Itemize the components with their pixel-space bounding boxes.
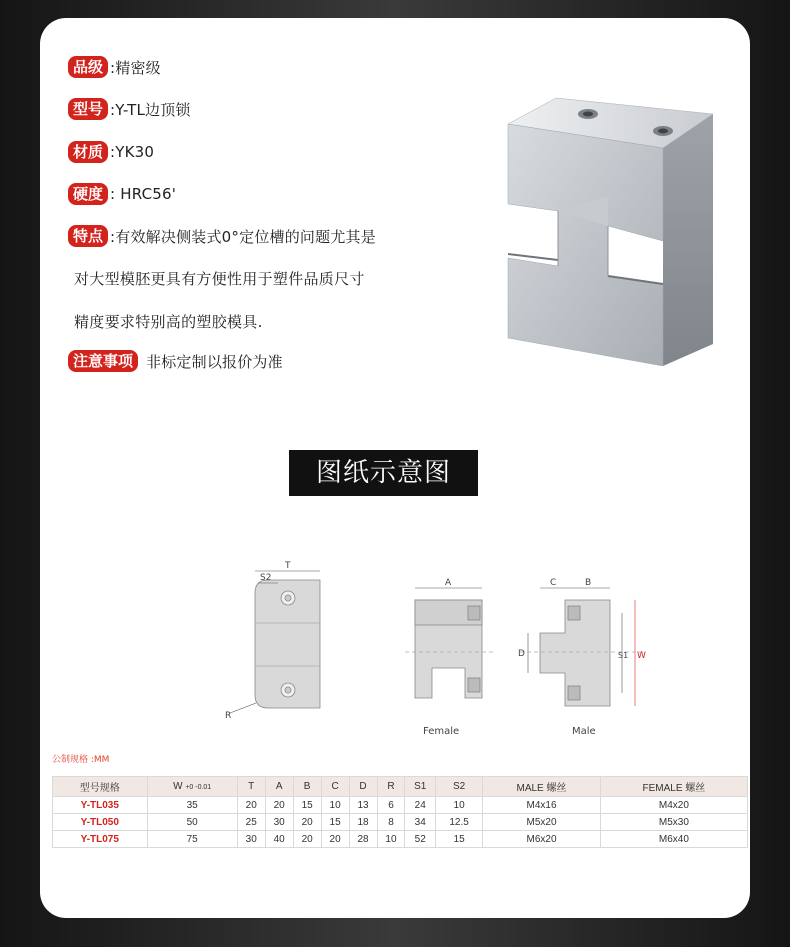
spec-tag: 材质: [68, 141, 108, 163]
dim-r-label: R: [225, 711, 232, 721]
table-cell: 30: [237, 831, 265, 848]
table-cell: 40: [265, 831, 293, 848]
table-cell: M6x20: [483, 831, 601, 848]
w-tolerance: +0 -0.01: [185, 784, 212, 791]
table-row: [53, 831, 748, 848]
spec-value: :YK30: [110, 143, 155, 161]
table-cell: 20: [321, 831, 349, 848]
dim-s1-label: S1: [618, 651, 629, 660]
spec-tag: 特点: [68, 225, 108, 247]
spec-model: [68, 98, 191, 120]
table-cell-model: Y-TL035: [53, 797, 148, 814]
table-cell: 12.5: [435, 814, 482, 831]
spec-value: :精密级: [110, 58, 161, 77]
table-cell: M5x30: [600, 814, 747, 831]
spec-table: [52, 776, 748, 848]
notice-tag: 注意事项: [68, 350, 138, 372]
table-cell: 30: [265, 814, 293, 831]
col-header: B: [293, 777, 321, 797]
table-cell: 10: [321, 797, 349, 814]
table-cell: 20: [237, 797, 265, 814]
col-header: S2: [435, 777, 482, 797]
table-header-row: [53, 777, 748, 797]
spec-value: : HRC56': [110, 185, 177, 203]
product-photo: [498, 96, 720, 371]
table-cell: 6: [377, 797, 405, 814]
male-label: Male: [572, 726, 596, 737]
table-cell: 24: [405, 797, 436, 814]
spec-value: :有效解决侧装式0°定位槽的问题尤其是: [110, 227, 376, 246]
spec-feature: [68, 225, 376, 247]
dim-a-label: A: [445, 578, 452, 588]
female-label: Female: [423, 726, 460, 737]
dim-w-label: W: [637, 651, 646, 661]
spec-grade: [68, 56, 161, 78]
col-header: MALE 螺丝: [483, 777, 601, 797]
table-cell: 25: [237, 814, 265, 831]
col-header: C: [321, 777, 349, 797]
dim-c-label: C: [550, 578, 557, 588]
notice-row: [68, 350, 283, 372]
unit-label: 公制规格 :MM: [52, 755, 110, 765]
male-view: [520, 588, 645, 706]
col-header-w-label: W: [173, 781, 183, 792]
table-cell: 15: [321, 814, 349, 831]
female-view: [405, 588, 495, 698]
col-header: D: [349, 777, 377, 797]
table-cell: 10: [377, 831, 405, 848]
table-cell: 13: [349, 797, 377, 814]
dim-t-label: T: [285, 561, 291, 571]
table-cell: M4x16: [483, 797, 601, 814]
table-cell: 52: [405, 831, 436, 848]
technical-drawing: [210, 538, 660, 738]
table-cell: 28: [349, 831, 377, 848]
section-title: 图纸示意图: [289, 450, 478, 496]
dim-s2-label: S2: [260, 573, 272, 583]
spec-material: [68, 141, 154, 163]
table-cell: 15: [293, 797, 321, 814]
spec-tag: 硬度: [68, 183, 108, 205]
spec-value: :Y-TL边顶锁: [110, 100, 191, 119]
spec-tag: 品级: [68, 56, 108, 78]
table-row: [53, 797, 748, 814]
dim-d-label: D: [518, 649, 525, 659]
table-cell: 50: [147, 814, 237, 831]
table-cell: M4x20: [600, 797, 747, 814]
dim-b-label: B: [585, 578, 592, 588]
table-cell-model: Y-TL075: [53, 831, 148, 848]
col-header: T: [237, 777, 265, 797]
table-row: [53, 814, 748, 831]
side-view: [230, 571, 320, 713]
table-cell: 20: [293, 814, 321, 831]
col-header: R: [377, 777, 405, 797]
feature-line-2: 对大型模胚更具有方便性用于塑件品质尺寸: [74, 270, 365, 288]
col-header: A: [265, 777, 293, 797]
product-card: [40, 18, 750, 918]
table-cell-model: Y-TL050: [53, 814, 148, 831]
notice-text: 非标定制以报价为准: [146, 352, 283, 371]
table-cell: 10: [435, 797, 482, 814]
col-header-w: [147, 777, 237, 797]
col-header: FEMALE 螺丝: [600, 777, 747, 797]
table-cell: M6x40: [600, 831, 747, 848]
table-cell: 18: [349, 814, 377, 831]
table-cell: 20: [293, 831, 321, 848]
table-cell: 34: [405, 814, 436, 831]
table-cell: 20: [265, 797, 293, 814]
table-cell: 8: [377, 814, 405, 831]
table-cell: M5x20: [483, 814, 601, 831]
spec-tag: 型号: [68, 98, 108, 120]
table-cell: 15: [435, 831, 482, 848]
spec-hardness: [68, 183, 176, 205]
table-cell: 35: [147, 797, 237, 814]
feature-line-3: 精度要求特别高的塑胶模具.: [74, 313, 263, 331]
col-header: S1: [405, 777, 436, 797]
col-header: 型号规格: [53, 777, 148, 797]
table-cell: 75: [147, 831, 237, 848]
